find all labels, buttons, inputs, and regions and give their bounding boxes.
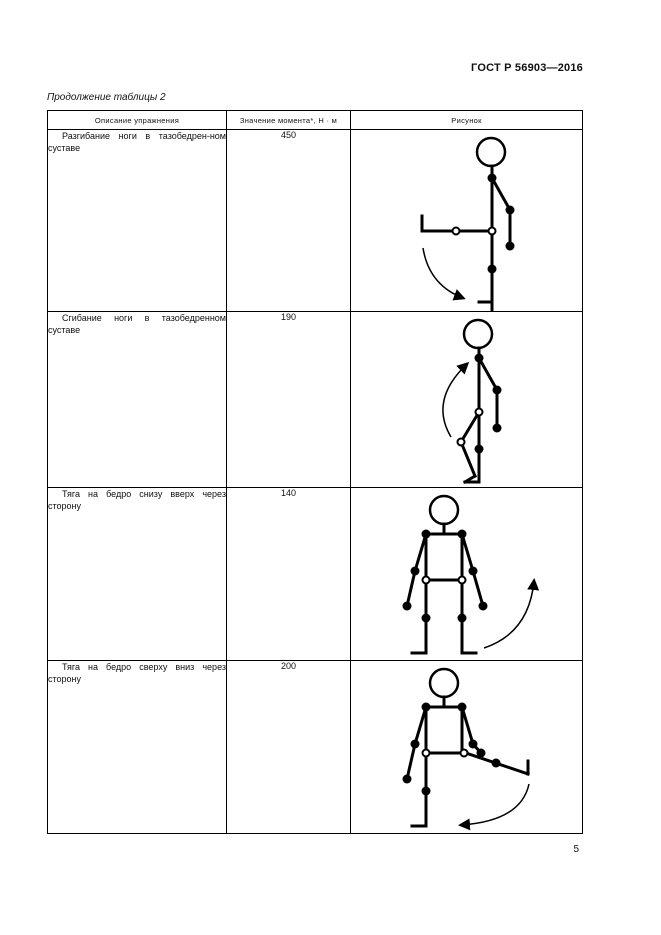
table-row (48, 312, 583, 488)
hip-abduction-up-figure (351, 488, 583, 660)
exercise-figure (351, 312, 583, 488)
table-continuation-caption: Продолжение таблицы 2 (47, 92, 166, 103)
moment-value: 200 (227, 661, 351, 834)
moment-value: 190 (227, 312, 351, 488)
hip-extension-figure (351, 130, 583, 311)
exercise-description: Сгибание ноги в тазобедренном суставе (48, 312, 227, 488)
exercise-figure (351, 661, 583, 834)
hip-flexion-figure (351, 312, 583, 487)
moment-value: 450 (227, 130, 351, 312)
table-header-row (48, 111, 583, 130)
moment-value: 140 (227, 488, 351, 661)
exercise-description: Тяга на бедро снизу вверх через сторону (48, 488, 227, 661)
table-row (48, 130, 583, 312)
column-header-description: Описание упражнения (48, 111, 227, 130)
column-header-moment: Значение момента*, Н · м (227, 111, 351, 130)
table-row (48, 488, 583, 661)
column-header-figure: Рисунок (351, 111, 583, 130)
exercise-figure (351, 130, 583, 312)
exercise-figure (351, 488, 583, 661)
hip-adduction-down-figure (351, 661, 583, 833)
exercise-description: Разгибание ноги в тазобедрен-ном суставе (48, 130, 227, 312)
exercise-table (47, 110, 583, 834)
document-standard-code: ГОСТ Р 56903—2016 (471, 62, 583, 74)
table-row (48, 661, 583, 834)
exercise-description: Тяга на бедро сверху вниз через сторону (48, 661, 227, 834)
page-number: 5 (573, 844, 579, 855)
